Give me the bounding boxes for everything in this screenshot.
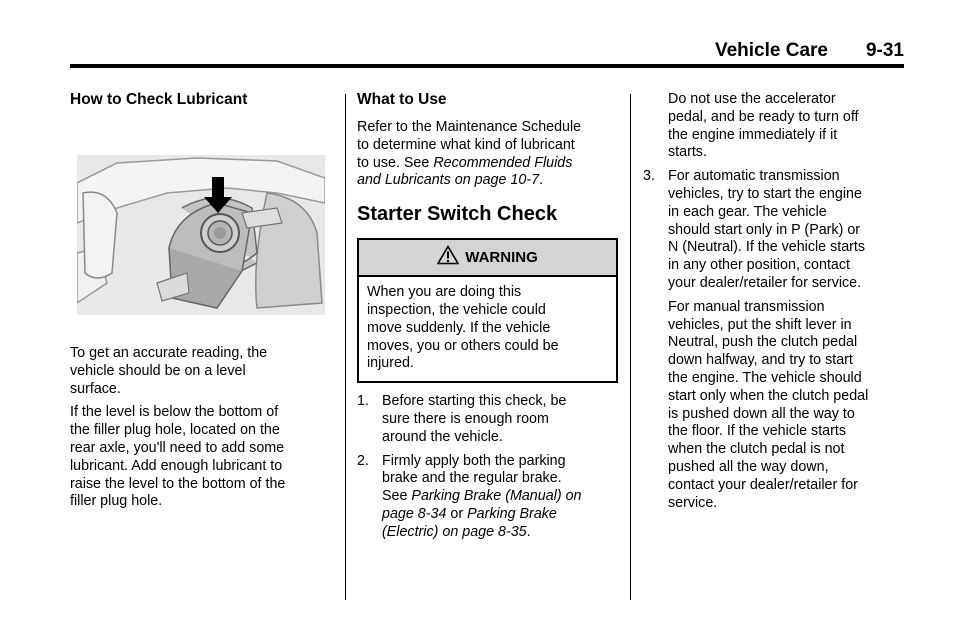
column-divider [630, 94, 631, 600]
column-middle [357, 91, 619, 548]
column-left-text [70, 345, 332, 517]
subheading: How to Check Lubricant [70, 91, 248, 108]
list-item [643, 168, 905, 293]
paragraph: To get an accurate reading, the vehicle should be on a level surface. [70, 345, 268, 397]
paragraph: For manual transmission vehicles, put the shift lever in Neutral, push the clutch pedal down halfway, and try to start the engine. The vehicle should start only when the clutch pedal is pushed down all the way to the floor. If the vehicle starts when the clutch pedal is not pushed all the way down, contact your dealer/retailer for service. [668, 298, 869, 511]
paragraph: Do not use the accelerator pedal, and be ready to turn off the engine immediately if it starts. [668, 91, 859, 161]
page-header [70, 38, 904, 68]
text: Refer to the Maintenance Schedule to determine what kind of lubricant to use. See [357, 119, 582, 171]
warning-body: When you are doing this inspection, the vehicle could move suddenly. If the vehicle moves, you or others could be injured. [367, 284, 559, 372]
section-heading: Starter Switch Check [357, 203, 558, 226]
list-number: 1. [357, 393, 369, 410]
list-text [382, 453, 581, 542]
text: . [526, 523, 531, 540]
column-right [643, 91, 905, 518]
list-item [357, 453, 619, 542]
cross-reference: Parking Brake (Electric) on page 8-35 [382, 505, 557, 540]
list-item [357, 393, 619, 446]
warning-header [359, 240, 616, 277]
text: . [539, 172, 544, 189]
warning-box [357, 238, 618, 383]
list-text: For automatic transmission vehicles, try to start the engine in each gear. The vehicle should start only in P (Park) or N (Neutral). If the vehicle starts in any other position, contact your dealer/retailer for service. [668, 168, 866, 291]
warning-triangle-icon [437, 245, 459, 270]
text: Firmly apply both the parking brake and the regular brake. See [382, 452, 566, 505]
warning-title: WARNING [465, 248, 538, 266]
subheading: What to Use [357, 91, 447, 108]
text: or [446, 505, 468, 522]
list-number: 2. [357, 452, 369, 469]
list-text: Before starting this check, be sure there is enough room around the vehicle. [382, 393, 567, 445]
axle-filler-plug-illustration [77, 153, 325, 317]
column-divider [345, 94, 346, 600]
list-number: 3. [643, 168, 655, 185]
section-title: Vehicle Care [714, 40, 828, 61]
paragraph [357, 119, 619, 190]
column-left [70, 91, 332, 119]
cross-reference: Parking Brake (Manual) on page 8-34 [382, 488, 582, 522]
cross-reference: Recommended Fluids and Lubricants on page 10-7 [357, 154, 573, 189]
page-number: 9-31 [865, 40, 904, 61]
paragraph: If the level is below the bottom of the filler plug hole, located on the rear axle, you'll need to add some lubricant. Add enough lubricant to raise the level to the bottom of the filler plug hole. [70, 404, 286, 510]
